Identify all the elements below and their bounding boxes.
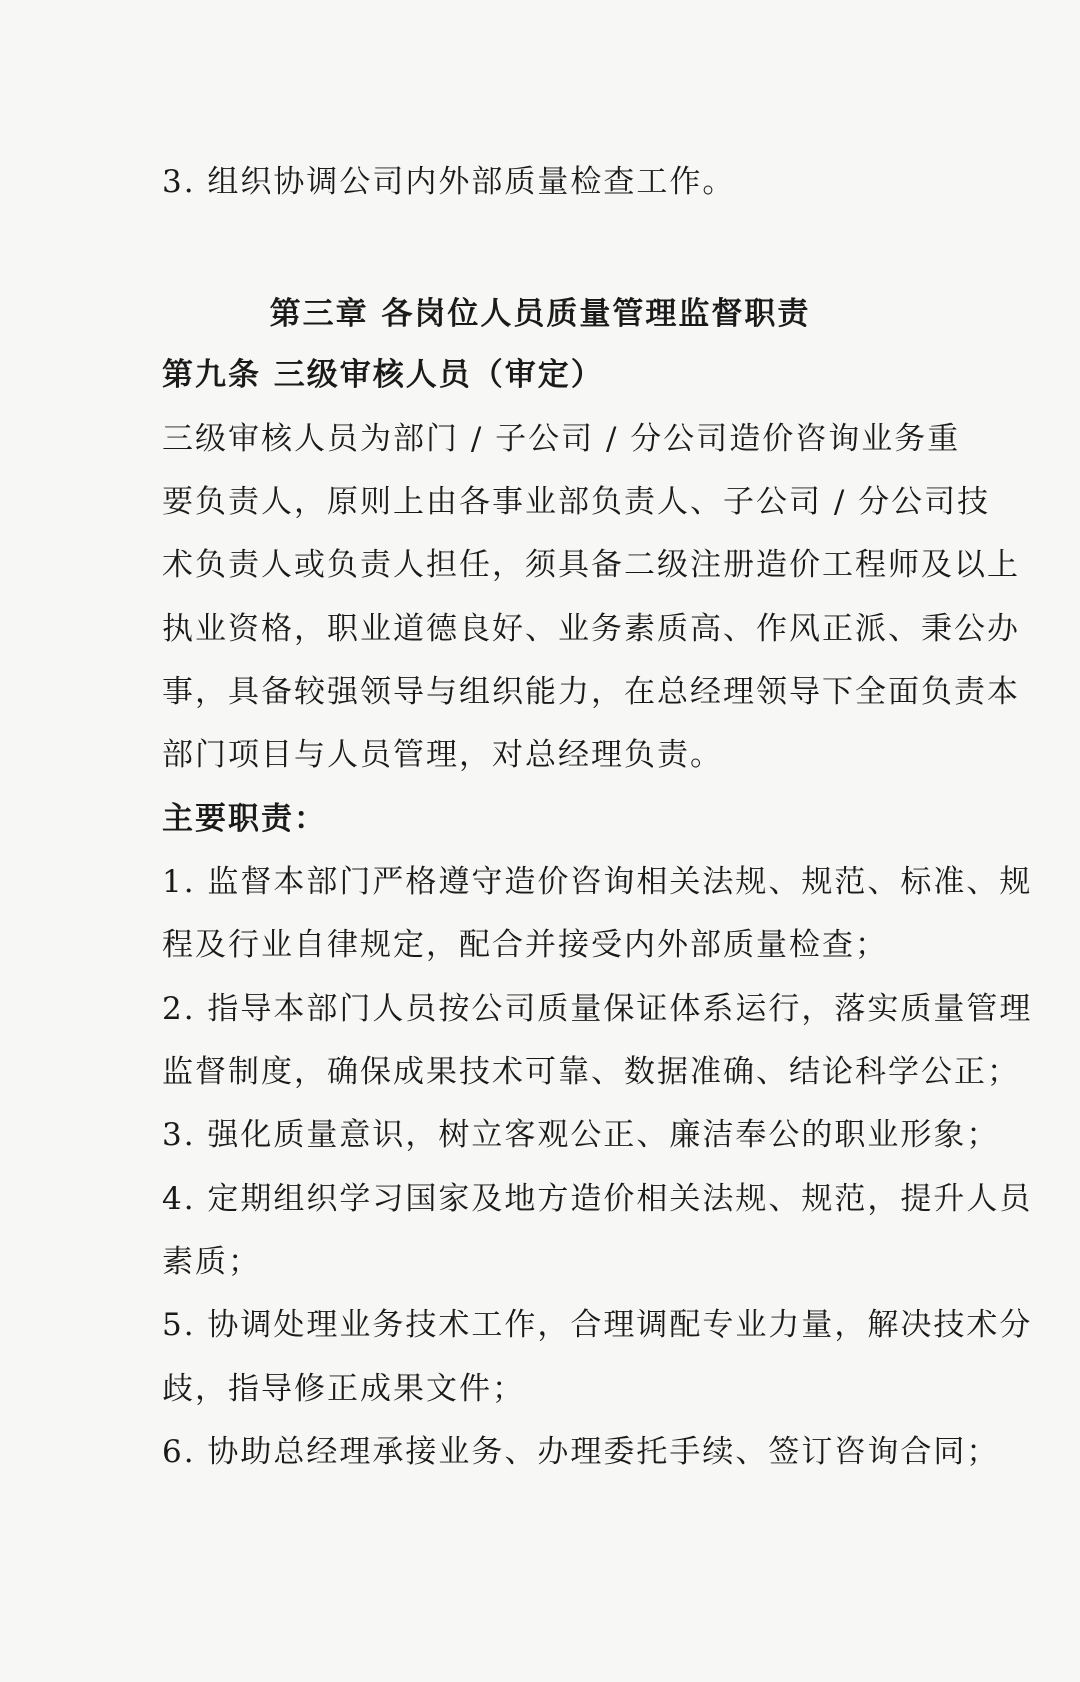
paragraph-line: 部门项目与人员管理，对总经理负责。: [162, 737, 723, 773]
paragraph-line: 事，具备较强领导与组织能力，在总经理领导下全面负责本: [162, 674, 1020, 710]
item-3-coordinate-inspection: 3. 组织协调公司内外部质量检查工作。: [162, 164, 736, 200]
paragraph-line: 术负责人或负责人担任，须具备二级注册造价工程师及以上: [162, 547, 1020, 583]
duty-line: 6. 协助总经理承接业务、办理委托手续、签订咨询合同；: [162, 1434, 1000, 1470]
chapter-heading: 第三章 各岗位人员质量管理监督职责: [269, 296, 811, 332]
duty-line: 2. 指导本部门人员按公司质量保证体系运行，落实质量管理: [162, 991, 1033, 1027]
paragraph-line: 三级审核人员为部门 / 子公司 / 分公司造价咨询业务重: [162, 421, 961, 457]
duty-line: 歧，指导修正成果文件；: [162, 1371, 525, 1407]
duties-heading: 主要职责：: [162, 801, 327, 837]
duty-line: 1. 监督本部门严格遵守造价咨询相关法规、规范、标准、规: [162, 864, 1033, 900]
duty-line: 程及行业自律规定，配合并接受内外部质量检查；: [162, 927, 888, 963]
duty-line: 监督制度，确保成果技术可靠、数据准确、结论科学公正；: [162, 1054, 1020, 1090]
duty-line: 4. 定期组织学习国家及地方造价相关法规、规范，提升人员: [162, 1181, 1033, 1217]
duty-line: 素质；: [162, 1244, 261, 1280]
paragraph-line: 要负责人，原则上由各事业部负责人、子公司 / 分公司技: [162, 484, 991, 520]
duty-line: 3. 强化质量意识，树立客观公正、廉洁奉公的职业形象；: [162, 1117, 1000, 1153]
paragraph-line: 执业资格，职业道德良好、业务素质高、作风正派、秉公办: [162, 611, 1020, 647]
duty-line: 5. 协调处理业务技术工作，合理调配专业力量，解决技术分: [162, 1307, 1033, 1343]
article-heading: 第九条 三级审核人员（审定）: [162, 357, 604, 393]
